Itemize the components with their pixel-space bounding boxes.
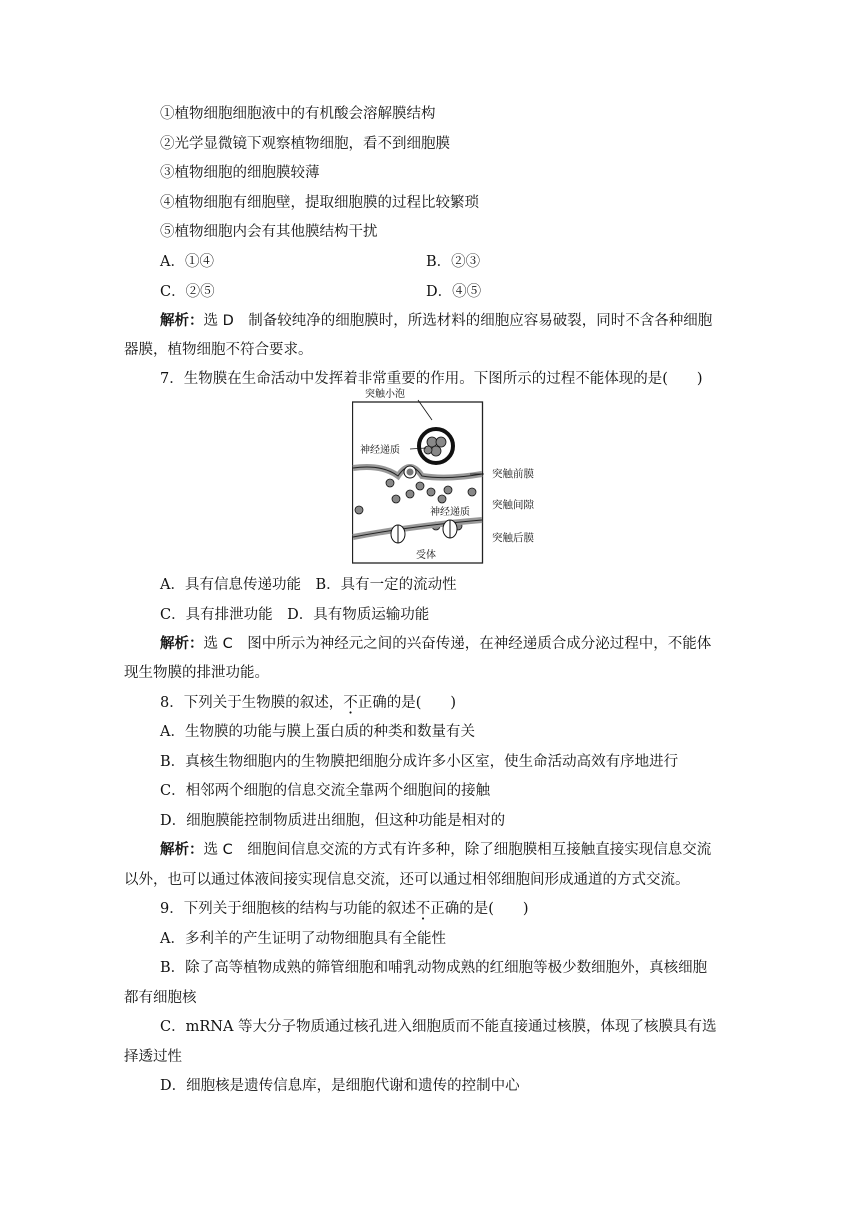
q7-options-row-1: A．具有信息传递功能 B．具有一定的流动性 bbox=[160, 577, 457, 593]
q6-item-3: ③植物细胞的细胞膜较薄 bbox=[160, 165, 320, 181]
q8-option-a: A．生物膜的功能与膜上蛋白质的种类和数量有关 bbox=[160, 724, 475, 740]
q9-option-b-line-2: 都有细胞核 bbox=[124, 990, 197, 1006]
q8-emph-2: 正 bbox=[357, 695, 373, 711]
q9-option-b-line-1: B．除了高等植物成熟的筛管细胞和哺乳动物成熟的红细胞等极少数细胞外，真核细胞 bbox=[160, 960, 708, 976]
label-synaptic-vesicle: 突触小泡 bbox=[365, 389, 405, 400]
q7-options-row-2: C．具有排泄功能 D．具有物质运输功能 bbox=[160, 607, 430, 623]
q8-analysis bbox=[160, 840, 711, 860]
q8-analysis-label: 解析： bbox=[160, 842, 204, 858]
label-neurotransmitter-mid: 神经递质 bbox=[430, 507, 470, 518]
q7-analysis-label: 解析： bbox=[160, 636, 204, 652]
q7-analysis-text-2: 现生物膜的排泄功能。 bbox=[124, 665, 269, 681]
q7-analysis-text-1: 选 C 图中所示为神经元之间的兴奋传递，在神经递质合成分泌过程中，不能体 bbox=[203, 636, 712, 652]
q7-stem: 7．生物膜在生命活动中发挥着非常重要的作用。下图所示的过程不能体现的是( ) bbox=[160, 371, 703, 387]
label-presynaptic-membrane: 突触前膜 bbox=[492, 468, 534, 480]
q6-analysis-text-1: 选 D 制备较纯净的细胞膜时，所选材料的细胞应容易破裂，同时不含各种细胞 bbox=[203, 313, 713, 329]
q9-emph-2: 正 bbox=[430, 901, 445, 917]
q7-analysis bbox=[160, 634, 711, 654]
q8-option-b: B．真核生物细胞内的生物膜把细胞分成许多小区室，使生命活动高效有序地进行 bbox=[160, 754, 679, 770]
q8-analysis-text-1: 选 C 细胞间信息交流的方式有许多种，除了细胞膜相互接触直接实现信息交流 bbox=[203, 842, 712, 858]
q6-option-b: B．②③ bbox=[426, 254, 481, 270]
q6-item-4: ④植物细胞有细胞壁，提取细胞膜的过程比较繁琐 bbox=[160, 195, 479, 211]
q9-option-d: D．细胞核是遗传信息库，是细胞代谢和遗传的控制中心 bbox=[160, 1078, 520, 1094]
q8-stem bbox=[160, 693, 456, 713]
synapse-figure bbox=[352, 386, 484, 564]
q6-option-c: C．②⑤ bbox=[160, 284, 215, 300]
q9-option-a: A．多利羊的产生证明了动物细胞具有全能性 bbox=[160, 931, 446, 947]
q9-emph-3: 确 bbox=[444, 901, 460, 917]
q8-stem-end: 的是( ) bbox=[386, 695, 457, 711]
label-postsynaptic-membrane: 突触后膜 bbox=[492, 532, 534, 544]
q8-emph-3: 确 bbox=[372, 695, 387, 711]
q8-stem-start: 8．下列关于生物膜的叙述， bbox=[160, 695, 344, 711]
label-receptor: 受体 bbox=[416, 550, 436, 561]
label-neurotransmitter-top: 神经递质 bbox=[360, 445, 400, 456]
q6-item-5: ⑤植物细胞内会有其他膜结构干扰 bbox=[160, 224, 378, 240]
q8-analysis-text-2: 以外，也可以通过体液间接实现信息交流，还可以通过相邻细胞间形成通道的方式交流。 bbox=[124, 872, 690, 888]
q9-stem bbox=[160, 899, 529, 919]
label-synaptic-cleft: 突触间隙 bbox=[492, 499, 534, 511]
q6-analysis bbox=[160, 311, 712, 331]
q9-emph-1: 不 bbox=[415, 901, 431, 917]
q6-analysis-text-2: 器膜，植物细胞不符合要求。 bbox=[124, 342, 313, 358]
q8-option-c: C．相邻两个细胞的信息交流全靠两个细胞间的接触 bbox=[160, 783, 491, 799]
q8-emph-1: 不 bbox=[343, 695, 358, 711]
q6-option-a: A．①④ bbox=[160, 254, 214, 270]
q6-item-1: ①植物细胞细胞液中的有机酸会溶解膜结构 bbox=[160, 106, 436, 122]
q6-item-2: ②光学显微镜下观察植物细胞，看不到细胞膜 bbox=[160, 136, 450, 152]
q9-option-c-line-2: 择透过性 bbox=[124, 1049, 182, 1065]
q8-option-d: D．细胞膜能控制物质进出细胞，但这种功能是相对的 bbox=[160, 813, 506, 829]
q9-option-c-line-1: C．mRNA 等大分子物质通过核孔进入细胞质而不能直接通过核膜，体现了核膜具有选 bbox=[160, 1019, 717, 1035]
q6-option-d: D．④⑤ bbox=[426, 284, 482, 300]
q6-analysis-label: 解析： bbox=[160, 313, 204, 329]
q9-stem-start: 9．下列关于细胞核的结构与功能的叙述 bbox=[160, 901, 416, 917]
q9-stem-end: 的是( ) bbox=[459, 901, 529, 917]
